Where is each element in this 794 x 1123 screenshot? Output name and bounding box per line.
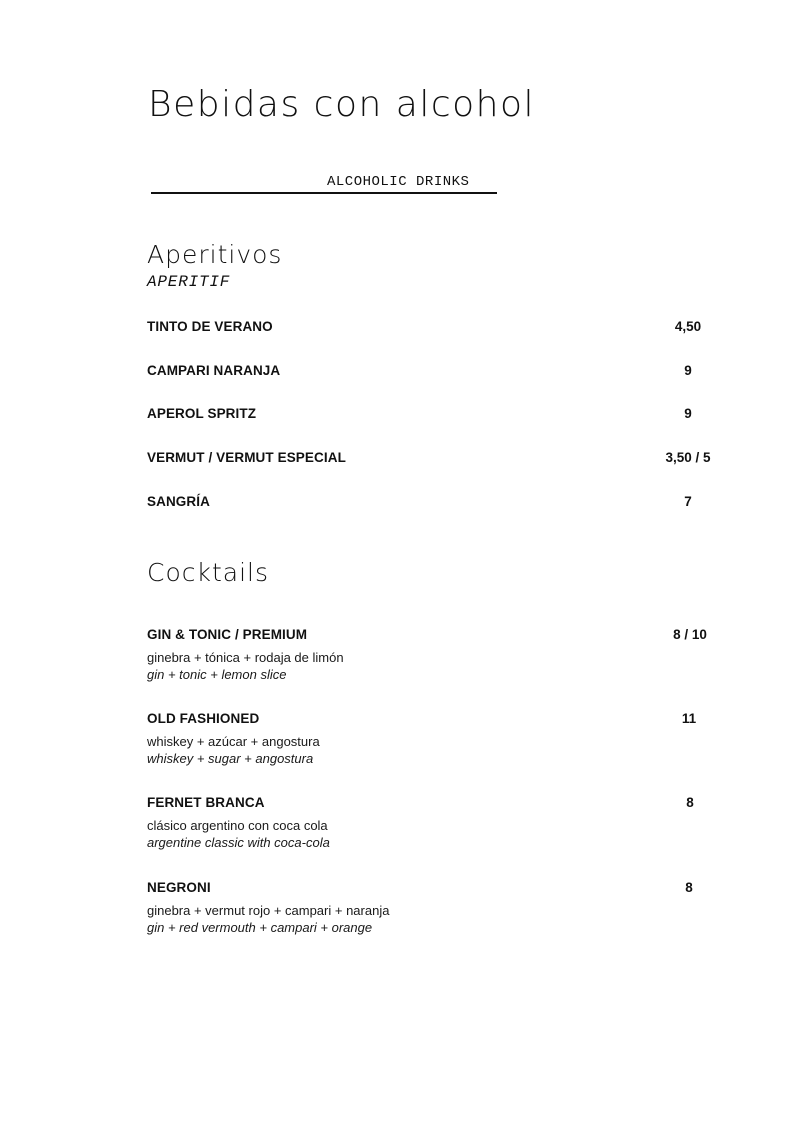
- menu-item: [147, 319, 717, 334]
- item-price: 7: [684, 494, 692, 509]
- section-title-aperitivos: Aperitivos: [147, 240, 283, 269]
- menu-item: [147, 880, 717, 935]
- item-name: TINTO DE VERANO: [147, 319, 273, 334]
- item-description-es: ginebra + vermut rojo + campari + naranja: [147, 903, 390, 918]
- item-description-en: argentine classic with coca-cola: [147, 835, 330, 850]
- item-name: OLD FASHIONED: [147, 711, 260, 726]
- item-description-en: gin + red vermouth + campari + orange: [147, 920, 373, 935]
- item-name: FERNET BRANCA: [147, 795, 265, 810]
- item-price: 3,50 / 5: [665, 450, 711, 465]
- item-description-es: whiskey + azúcar + angostura: [147, 734, 320, 749]
- item-name: SANGRÍA: [147, 494, 210, 509]
- item-name: VERMUT / VERMUT ESPECIAL: [147, 450, 346, 465]
- menu-item: [147, 406, 717, 421]
- item-description-es: ginebra + tónica + rodaja de limón: [147, 650, 344, 665]
- item-price: 8: [685, 880, 693, 895]
- item-name: CAMPARI NARANJA: [147, 363, 281, 378]
- item-price: 9: [684, 363, 692, 378]
- item-description-en: whiskey + sugar + angostura: [147, 751, 314, 766]
- menu-item: [147, 363, 717, 378]
- section-title-cocktails: Cocktails: [147, 558, 270, 587]
- page-title: Bebidas con alcohol: [148, 84, 535, 125]
- item-description-es: clásico argentino con coca cola: [147, 818, 328, 833]
- item-name: GIN & TONIC / PREMIUM: [147, 627, 308, 642]
- subtitle-underline: [151, 192, 497, 194]
- item-name: APEROL SPRITZ: [147, 406, 257, 421]
- item-price: 8 / 10: [673, 627, 707, 642]
- menu-item: [147, 627, 717, 682]
- section-subtitle-aperitivos: APERITIF: [147, 273, 231, 291]
- menu-item: [147, 450, 717, 465]
- page-subtitle: ALCOHOLIC DRINKS: [327, 174, 470, 190]
- item-price: 4,50: [674, 319, 702, 334]
- item-name: NEGRONI: [147, 880, 211, 895]
- item-price: 8: [686, 795, 694, 810]
- menu-item: [147, 711, 717, 766]
- menu-item: [147, 494, 717, 509]
- item-price: 11: [681, 711, 697, 726]
- item-price: 9: [684, 406, 692, 421]
- menu-item: [147, 795, 717, 850]
- item-description-en: gin + tonic + lemon slice: [147, 667, 287, 682]
